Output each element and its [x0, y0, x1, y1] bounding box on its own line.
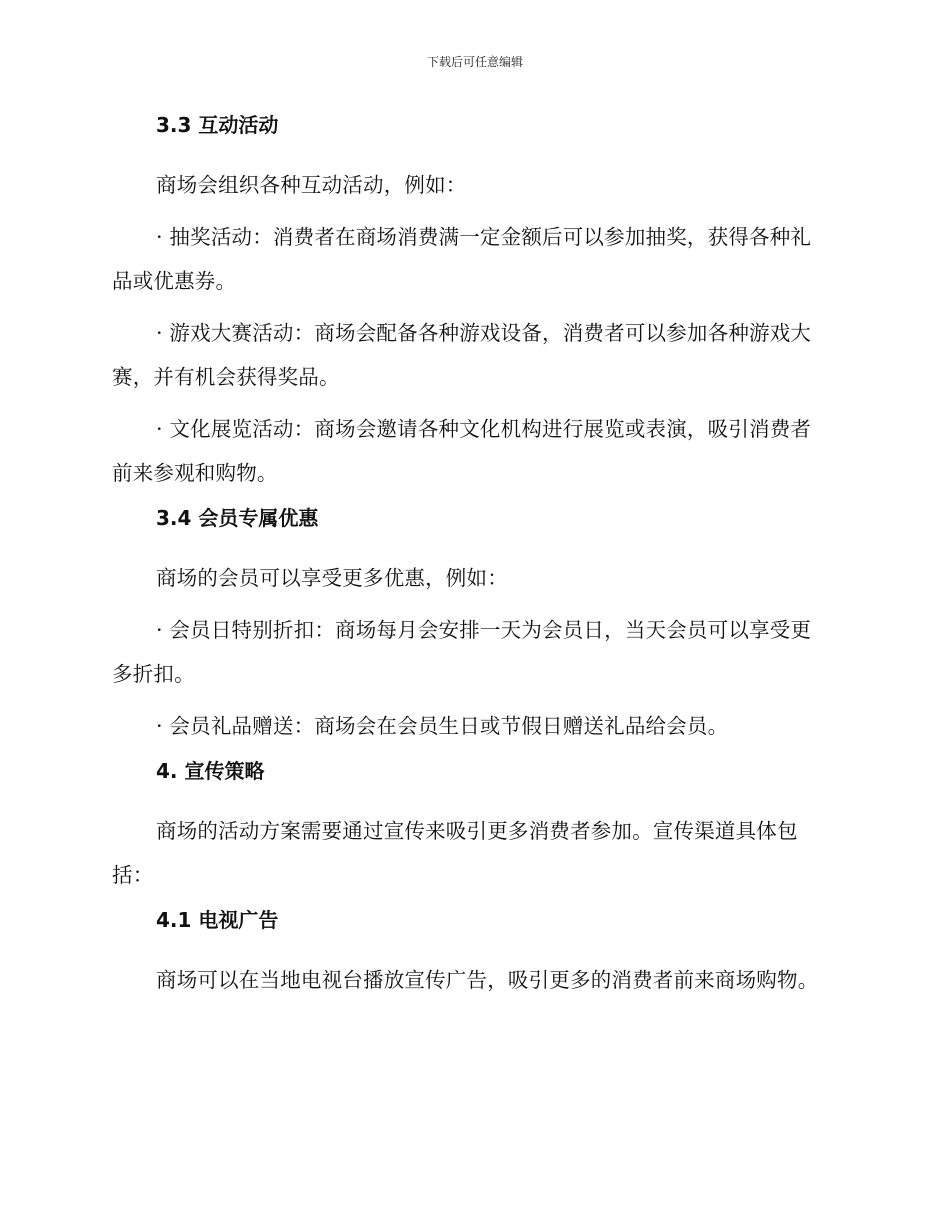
para-4-1: 商场可以在当地电视台播放宣传广告，吸引更多的消费者前来商场购物。	[156, 968, 819, 992]
bullet-lottery: · 抽奖活动：消费者在商场消费满一定金额后可以参加抽奖，获得各种礼品或优惠券。	[112, 225, 812, 293]
bullet-member-day: · 会员日特别折扣：商场每月会安排一天为会员日，当天会员可以享受更多折扣。	[112, 618, 812, 686]
heading-4-1: 4.1 电视广告	[156, 908, 279, 932]
bullet-cultural-exhibit: · 文化展览活动：商场会邀请各种文化机构进行展览或表演，吸引消费者前来参观和购物。	[112, 417, 812, 485]
header-note: 下载后可任意编辑	[426, 55, 523, 69]
intro-4: 商场的活动方案需要通过宣传来吸引更多消费者参加。宣传渠道具体包括：	[112, 819, 798, 887]
heading-3-3: 3.3 互动活动	[156, 113, 279, 137]
document-body	[112, 110, 824, 1010]
heading-4: 4. 宣传策略	[156, 759, 265, 783]
heading-3-4: 3.4 会员专属优惠	[156, 506, 319, 530]
bullet-member-gift: · 会员礼品赠送：商场会在会员生日或节假日赠送礼品给会员。	[156, 714, 729, 738]
intro-3-4: 商场的会员可以享受更多优惠，例如：	[156, 566, 508, 590]
intro-3-3: 商场会组织各种互动活动，例如：	[156, 173, 467, 197]
bullet-game-contest: · 游戏大赛活动：商场会配备各种游戏设备，消费者可以参加各种游戏大赛，并有机会获得奖品。	[112, 321, 812, 389]
